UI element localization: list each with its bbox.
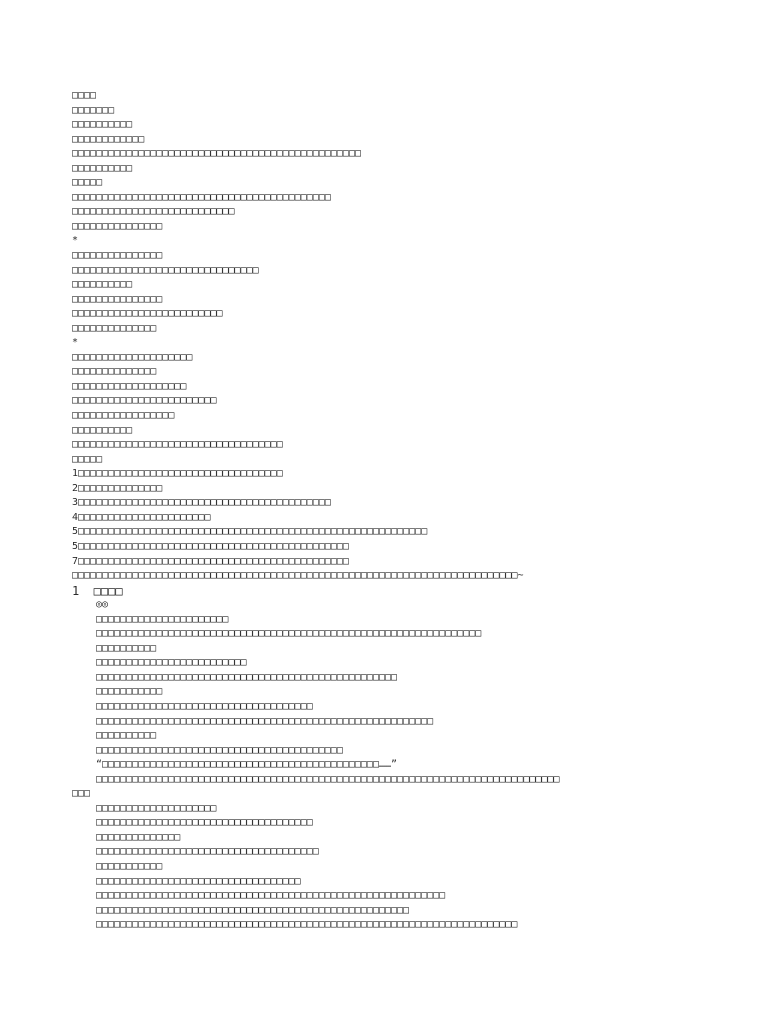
text-line: “□□□□□□□□□□□□□□□□□□□□□□□□□□□□□□□□□□□□□□□□□□□□□□……”	[96, 759, 398, 771]
text-line: *	[72, 235, 79, 247]
text-line: ◎◎	[96, 599, 109, 611]
text-line: □□□□□□□□□□□□□□□□□□□□□□□□□□□□□□□□□□□	[72, 439, 283, 451]
text-line: □□□□□□□□□□□□□□□□□□□□□□□□□□□□□□□□□□□□□□□□□□□□□□□□□□□□□□□□□□□□□□□□□□□□□□□□□□~	[72, 570, 524, 582]
text-line: □□□□□□□□□□□□□□□□□□□□□□□□□	[72, 308, 223, 320]
text-line: □□□□□□□□□□□□□□□□□□□□□□□□□□□□□□□□□□□□□□□□□□□□□□□□□□□□□□□□	[96, 715, 434, 727]
text-line: □□□□□□□□□□□□□□□□□□□□□□□□□□□□□□□□□□□□	[96, 700, 313, 712]
text-line: 1 □□□□	[72, 583, 123, 598]
text-line: □□□□□□□□□□□□□□□□□□□□□□	[96, 613, 229, 625]
text-line: □□□□□□□□□□□□□□□□□□□□□□□□□□□□□□□□□□□□□□□□□□□	[72, 191, 331, 203]
text-line: □□□□□□□□□□	[96, 642, 157, 654]
text-line: □□□□□	[72, 453, 103, 465]
text-line: □□□□□□□□□□□□□□□	[72, 293, 163, 305]
text-line: □□□□□□□□□□□□□□	[72, 322, 157, 334]
text-line: □□□□□□□	[72, 104, 115, 116]
text-line: □□□□□□□□□□□□□□□□□□□□□□□□□□□□□□□□□□□□□	[96, 846, 319, 858]
text-line: □□□□□□□□□□	[72, 162, 133, 174]
text-line: 5□□□□□□□□□□□□□□□□□□□□□□□□□□□□□□□□□□□□□□□□□□□□□	[72, 540, 349, 552]
text-line: □□□□□□□□□□□□□□□□□□□□	[96, 802, 217, 814]
text-line: □□□□□□□□□□□□□□□□□□□□□□□□□□□□□□□□□□	[96, 875, 301, 887]
text-line: □□□□□□□□□□□□□□□□□□□□□□□□□□□□□□□□□□□□□□□□□□□□□□□□□□□□	[96, 904, 410, 916]
text-line: *	[72, 337, 79, 349]
text-line: □□□□□□□□□□□	[96, 860, 163, 872]
text-line: 7□□□□□□□□□□□□□□□□□□□□□□□□□□□□□□□□□□□□□□□□□□□□□	[72, 555, 349, 567]
text-line: □□□□□□□□□□□□□□□□□□□□□□□□□	[96, 657, 247, 669]
text-line: 1□□□□□□□□□□□□□□□□□□□□□□□□□□□□□□□□□□	[72, 468, 283, 480]
text-line: □□□□□□□□□□□□□□□□□□□□□□□□□□□□□□□□□□□□□□□□□	[96, 744, 343, 756]
text-line: 5□□□□□□□□□□□□□□□□□□□□□□□□□□□□□□□□□□□□□□□□□□□□□□□□□□□□□□□□□□	[72, 526, 428, 538]
text-line: □□□□□□□□□□□□□□	[96, 831, 181, 843]
text-line: □□□□□□□□□□□□□□□□□□□□□□□□□□□□□□□□□□□□□□□□□□□□□□□□□□□□□□□□□□□□□□□□	[96, 628, 482, 640]
text-line: 4□□□□□□□□□□□□□□□□□□□□□□	[72, 511, 211, 523]
text-line: □□□□□□□□□□□□□□□□□□□	[72, 380, 187, 392]
text-line: □□□□□□□□□□□□□□□□□□□□□□□□□□□□□□□□□□□□	[96, 817, 313, 829]
text-line: 2□□□□□□□□□□□□□□	[72, 482, 163, 494]
text-line: 3□□□□□□□□□□□□□□□□□□□□□□□□□□□□□□□□□□□□□□□□□□	[72, 497, 331, 509]
text-line: □□□□□□□□□□□□	[72, 133, 145, 145]
text-line: □□□□	[72, 90, 97, 101]
text-line: □□□□□□□□□□□□□□□□□□□□□□□□□□□□□□□□□□□□□□□□□□□□□□□□□□□□□□□□□□□□□□□□□□□□□□	[96, 919, 518, 931]
text-line: □□□□□□□□□□□□□□□□□□□□□□□□□□□□□□□□□□□□□□□□□□□□□□□□	[72, 148, 361, 160]
text-line: □□□□□□□□□□□□□□□	[72, 250, 163, 262]
text-line: □□□□□□□□□□□	[96, 686, 163, 698]
text-line: □□□□□□□□□□	[72, 424, 133, 436]
text-line: □□□□□□□□□□	[72, 279, 133, 291]
text-line: □□□□□□□□□□	[96, 730, 157, 742]
text-line: □□□□□□□□□□□□□□□	[72, 220, 163, 232]
text-line: □□□□□	[72, 177, 103, 189]
text-line: □□□□□□□□□□□□□□	[72, 366, 157, 378]
text-line: □□□□□□□□□□□□□□□□□□□□□□□□□□□□□□□□□□□□□□□□□□□□□□□□□□□□□□□□□□□□□□□□□□□□□□□□□□□□□	[96, 773, 560, 785]
text-line: □□□□□□□□□□□□□□□□□□□□	[72, 351, 193, 363]
text-line: □□□□□□□□□□□□□□□□□□□□□□□□	[72, 395, 217, 407]
text-line: □□□□□□□□□□□□□□□□□□□□□□□□□□□□□□□□□□□□□□□□□□□□□□□□□□	[96, 671, 398, 683]
document-body	[72, 89, 712, 933]
text-line: □□□□□□□□□□□□□□□□□□□□□□□□□□□	[72, 206, 235, 218]
text-line: □□□□□□□□□□□□□□□□□□□□□□□□□□□□□□□	[72, 264, 259, 276]
text-line: □□□□□□□□□□□□□□□□□□□□□□□□□□□□□□□□□□□□□□□□□□□□□□□□□□□□□□□□□□	[96, 890, 446, 902]
text-line: □□□□□□□□□□	[72, 119, 133, 131]
text-line: □□□	[72, 788, 91, 800]
text-line: □□□□□□□□□□□□□□□□□	[72, 410, 175, 422]
